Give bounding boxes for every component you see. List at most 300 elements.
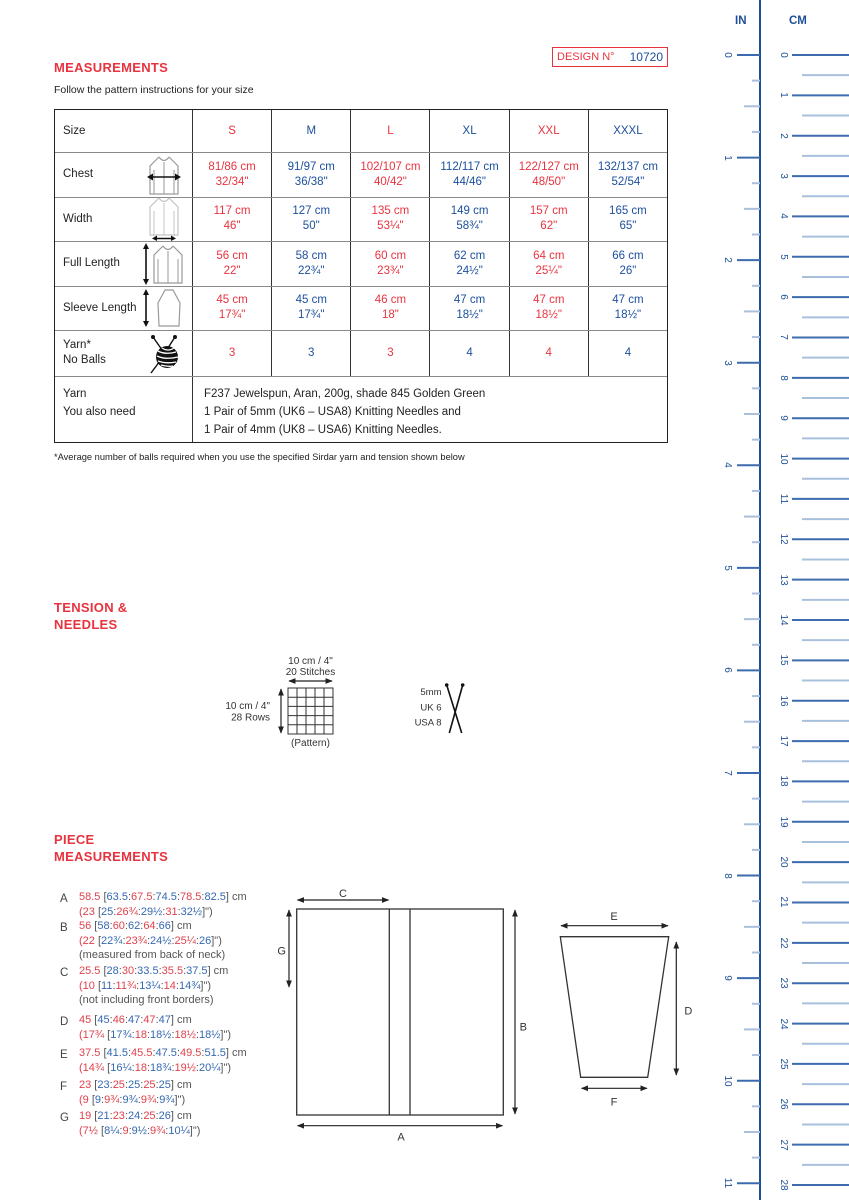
ruler-cm-label: 1 — [778, 92, 789, 99]
value-inches: 65" — [619, 220, 637, 233]
piece-values — [79, 1046, 247, 1075]
bracket-open: [ — [91, 920, 98, 932]
value-cm-s: 23 — [79, 1079, 92, 1091]
yarn-info-text-cell — [192, 377, 667, 443]
value-cm-m: 41.5 — [106, 1047, 128, 1059]
value-in-xxl: 9¾ — [140, 1093, 157, 1106]
ruler-cm-label: 25 — [778, 1058, 789, 1070]
value-inches: 18½" — [614, 309, 642, 322]
value-cm-xxl: 25 — [143, 1079, 156, 1091]
ball-count: 3 — [228, 346, 236, 359]
value-inches: 17¾" — [298, 309, 325, 322]
value-cell-xl — [429, 242, 508, 286]
size-header-xxxl — [588, 110, 667, 152]
value-cell-s — [192, 153, 271, 197]
piece-inch-line — [79, 1093, 192, 1108]
unit-cm: ] cm — [170, 1079, 192, 1091]
value-in-xxxl: 20¼ — [198, 1061, 221, 1074]
value-in-xl: 24½ — [150, 934, 172, 947]
value-cm: 127 cm — [292, 205, 331, 218]
value-inches: 24½" — [456, 264, 483, 277]
value-cm-m: 28 — [106, 965, 119, 977]
bracket-open: [ — [91, 1014, 98, 1026]
size-header-s — [192, 110, 271, 152]
needle-size-uk: UK 6 — [420, 702, 442, 714]
value-cm-xxxl: 82.5 — [204, 891, 226, 903]
separator: : — [175, 979, 179, 992]
paren-open: ( — [79, 905, 83, 918]
separator: : — [140, 1014, 144, 1026]
value-inches: 26" — [619, 264, 637, 277]
value-cm-xxxl: 51.5 — [204, 1047, 226, 1059]
paren-open: ( — [79, 1093, 83, 1106]
value-cm-xxl: 49.5 — [180, 1047, 202, 1059]
ball-count: 4 — [545, 346, 552, 359]
unit-cm: ] cm — [207, 965, 229, 977]
piece-letter: G — [60, 1112, 69, 1124]
bracket-open: [ — [100, 891, 107, 903]
value-cell-xxxl — [588, 153, 667, 197]
ruler-cm-label: 18 — [778, 775, 789, 787]
row-label-cell — [55, 242, 192, 286]
value-cm: 135 cm — [371, 205, 410, 218]
ruler-inch-label: 3 — [722, 359, 733, 366]
value-cm: 81/86 cm — [208, 160, 256, 173]
measurement-row-full-length — [55, 241, 667, 286]
ruler-cm-label: 24 — [778, 1018, 789, 1030]
value-cm-l: 67.5 — [131, 891, 153, 903]
ruler-inch-label: 6 — [722, 667, 733, 674]
separator: : — [127, 1047, 132, 1059]
tension-swatch-grid-icon — [288, 688, 333, 734]
ball-count: 4 — [624, 346, 632, 359]
unit-inches: ]") — [202, 905, 213, 918]
separator: : — [119, 1124, 123, 1137]
value-cm-m: 23 — [97, 1079, 110, 1091]
ruler-cm-heading: CM — [789, 15, 807, 27]
value-in-m: 22¾ — [101, 934, 123, 947]
piece-values — [79, 964, 228, 1008]
value-cm-xl: 25 — [128, 1079, 141, 1091]
unit-inches: ]") — [174, 1093, 186, 1106]
tension-diagram — [200, 640, 500, 760]
separator: : — [146, 1028, 151, 1041]
value-in-xxxl: 14¾ — [178, 979, 201, 992]
value-in-xxxl: 9¾ — [159, 1093, 175, 1106]
separator: : — [171, 1061, 175, 1074]
separator: : — [109, 920, 113, 932]
piece-inch-line — [79, 1124, 200, 1139]
cardigan-length-icon — [143, 242, 185, 286]
value-in-m: 16¼ — [110, 1061, 132, 1074]
piece-values — [79, 1109, 200, 1138]
unit-inches: ]") — [200, 979, 212, 992]
value-in-xxxl: 32½ — [180, 905, 203, 918]
value-cell-xl — [429, 287, 508, 331]
value-cm: 157 cm — [529, 205, 568, 218]
separator: : — [152, 891, 156, 903]
yarn-ball-icon — [143, 331, 185, 375]
design-number-label: DESIGN N° — [557, 51, 615, 63]
piece-letter: A — [60, 893, 68, 905]
row-label: Sleeve Length — [63, 301, 137, 314]
tension-rows-label: 28 Rows — [231, 712, 270, 724]
value-in-xl: 29½ — [140, 905, 163, 918]
value-cm-xxxl: 47 — [158, 1014, 171, 1026]
separator: : — [109, 1014, 113, 1026]
paren-open: ( — [79, 1028, 83, 1041]
value-cm: 46 cm — [374, 294, 407, 307]
separator: : — [119, 1093, 123, 1106]
value-in-xl: 9½ — [131, 1124, 147, 1137]
balls-cell-xl — [429, 331, 508, 376]
value-cm-xl: 24 — [128, 1110, 141, 1122]
value-cm-xl: 62 — [128, 920, 141, 932]
value-cell-xxl — [509, 287, 588, 331]
bracket-open: [ — [91, 1079, 98, 1091]
value-cm-l: 46 — [112, 1014, 125, 1026]
value-cm-xxxl: 25 — [158, 1079, 171, 1091]
separator: : — [109, 1079, 113, 1091]
piece-cm-line — [79, 890, 247, 905]
piece-letter: F — [60, 1081, 68, 1093]
piece-letter: C — [60, 967, 69, 979]
value-cell-s — [192, 287, 271, 331]
body-piece-outline — [297, 909, 504, 1115]
yarn-spec: F237 Jewelspun, Aran, 200g, shade 845 Golden Green — [204, 387, 486, 400]
separator: : — [122, 934, 126, 947]
value-inches: 22¾" — [298, 264, 325, 277]
separator: : — [165, 1124, 169, 1137]
value-cell-xxl — [509, 153, 588, 197]
value-in-l: 18 — [134, 1028, 147, 1041]
separator: : — [131, 1028, 135, 1041]
value-cm-xl: 47 — [128, 1014, 141, 1026]
ruler-inch-label: 10 — [722, 1075, 733, 1087]
row-label-cell — [55, 153, 192, 197]
ruler-inch-label: 7 — [722, 770, 733, 776]
value-cell-m — [271, 242, 350, 286]
needle-size-mm: 5mm — [420, 687, 442, 698]
value-cell-xxl — [509, 242, 588, 286]
ruler-inch-label: 8 — [722, 872, 733, 879]
unit-cm: ] cm — [225, 1047, 247, 1059]
separator: : — [171, 1028, 175, 1041]
piece-heading-line2: MEASUREMENTS — [54, 849, 169, 864]
separator: : — [155, 1110, 159, 1122]
unit-inches: ]") — [220, 1028, 232, 1041]
value-inches: 53¼" — [377, 220, 404, 233]
value-in-s: 23 — [82, 905, 95, 918]
dimension-a-label: A — [397, 1131, 405, 1144]
value-cm-m: 63.5 — [106, 891, 128, 903]
separator: : — [146, 1061, 151, 1074]
value-inches: 48/50" — [532, 175, 566, 188]
ruler-cm-label: 3 — [778, 173, 789, 179]
dimension-g-label: G — [277, 945, 286, 958]
value-in-xxxl: 18½ — [198, 1028, 221, 1041]
separator: : — [201, 891, 205, 903]
separator: : — [195, 1028, 199, 1041]
separator: : — [113, 905, 117, 918]
ruler-cm-label: 6 — [778, 294, 789, 300]
ruler-cm-label: 13 — [778, 574, 789, 586]
row-label: Width — [63, 212, 93, 225]
size-header-m — [271, 110, 350, 152]
ruler-inch-label: 0 — [722, 52, 733, 58]
value-cell-m — [271, 153, 350, 197]
unit-cm: ] cm — [170, 1014, 192, 1026]
value-inches: 44/46" — [453, 175, 486, 188]
value-in-xl: 13¼ — [139, 979, 161, 992]
value-inches: 40/42" — [373, 175, 407, 188]
value-in-s: 9 — [82, 1093, 89, 1106]
value-in-xxl: 25¼ — [174, 934, 196, 947]
value-cm: 91/97 cm — [287, 160, 335, 173]
value-cm-m: 58 — [97, 920, 110, 932]
value-cm-xl: 33.5 — [137, 965, 159, 977]
unit-cm: ] cm — [170, 1110, 192, 1122]
size-header-row — [55, 110, 667, 152]
ruler-cm-label: 15 — [778, 654, 789, 666]
size-name: XXL — [537, 124, 560, 137]
ruler-cm-label: 19 — [778, 816, 789, 828]
value-cm: 66 cm — [612, 249, 644, 262]
value-cell-xxxl — [588, 198, 667, 242]
value-in-xxl: 19½ — [174, 1061, 196, 1074]
tension-pattern-label: (Pattern) — [291, 738, 330, 749]
piece-note — [79, 948, 225, 963]
value-cm-xl: 47.5 — [155, 1047, 177, 1059]
separator: : — [137, 1093, 141, 1106]
ball-count: 4 — [466, 346, 473, 359]
tension-heading-line1: TENSION & — [54, 600, 128, 615]
row-label-cell — [55, 198, 192, 242]
sleeve-piece-outline — [560, 937, 668, 1078]
value-cm: 60 cm — [374, 249, 407, 262]
dimension-c-label: C — [339, 888, 347, 900]
bracket-open: [ — [100, 965, 107, 977]
piece-inch-line — [79, 979, 228, 994]
value-cm: 112/117 cm — [440, 160, 499, 173]
value-cell-l — [350, 287, 429, 331]
measurement-rows — [55, 152, 667, 330]
value-cm-xl: 74.5 — [155, 891, 177, 903]
yarn-info-label-cell — [55, 377, 192, 443]
value-cm: 132/137 cm — [597, 160, 658, 173]
piece-cm-line — [79, 1109, 200, 1124]
value-inches: 25¼" — [535, 264, 562, 277]
value-cm: 45 cm — [295, 294, 327, 307]
needles-5mm: 1 Pair of 5mm (UK6 – USA8) Knitting Needles and — [204, 405, 461, 418]
also-need-label: You also need — [63, 405, 136, 418]
value-cell-m — [271, 198, 350, 242]
piece-letter: D — [60, 1016, 69, 1028]
separator: : — [183, 965, 187, 977]
value-inches: 18" — [381, 309, 399, 322]
ruler-cm-label: 17 — [778, 735, 789, 747]
note-text: (measured from back of neck) — [79, 949, 226, 961]
tension-height-label: 10 cm / 4" — [225, 701, 270, 712]
value-cm-m: 45 — [97, 1014, 110, 1026]
value-cell-l — [350, 198, 429, 242]
piece-inch-line — [79, 1061, 247, 1076]
measurements-heading: MEASUREMENTS — [54, 60, 169, 75]
dimension-e-label: E — [610, 911, 618, 923]
ruler-cm-label: 20 — [778, 856, 789, 868]
value-cell-m — [271, 287, 350, 331]
yarn-info-label: Yarn — [63, 387, 87, 400]
value-cm-m: 21 — [97, 1110, 110, 1122]
value-in-xxxl: 26 — [198, 934, 212, 947]
ruler-cm-label: 2 — [778, 132, 789, 139]
value-cm-s: 45 — [79, 1014, 92, 1026]
unit-inches: ]") — [189, 1124, 201, 1137]
value-cm-xxl: 25 — [143, 1110, 156, 1122]
size-header-xl — [429, 110, 508, 152]
cardigan-chest-icon — [143, 153, 185, 197]
value-in-l: 9¾ — [104, 1093, 120, 1106]
footnote: *Average number of balls required when you use the specified Sirdar yarn and tension shown below — [54, 452, 465, 462]
balls-cell-xxl — [509, 331, 588, 376]
separator: : — [112, 979, 116, 992]
value-in-s: 22 — [82, 934, 95, 947]
piece-cm-line — [79, 919, 225, 934]
value-cm: 62 cm — [453, 249, 486, 262]
value-cm-s: 25.5 — [79, 965, 101, 977]
dimension-f-label: F — [610, 1096, 618, 1109]
value-in-l: 18 — [134, 1061, 147, 1074]
value-cm-xxxl: 37.5 — [186, 965, 208, 977]
value-inches: 62" — [540, 220, 558, 233]
value-in-xxxl: 10¼ — [168, 1124, 190, 1137]
ruler-cm-label: 10 — [778, 453, 789, 465]
value-cm: 102/107 cm — [360, 160, 421, 173]
value-cm-s: 37.5 — [79, 1047, 101, 1059]
unit-cm: ] cm — [170, 920, 192, 932]
value-cm-l: 60 — [112, 920, 125, 932]
value-cell-xl — [429, 153, 508, 197]
size-label-cell — [55, 110, 192, 152]
separator: : — [195, 1061, 199, 1074]
ruler-cm-label: 9 — [778, 415, 789, 421]
value-inches: 18½" — [535, 309, 562, 322]
value-cm-xxl: 47 — [143, 1014, 156, 1026]
value-in-l: 26¾ — [116, 905, 138, 918]
bracket-open: [ — [94, 979, 102, 992]
yarn-label: Yarn* — [63, 339, 91, 352]
separator: : — [124, 1110, 128, 1122]
value-cell-xxl — [509, 198, 588, 242]
sleeve-length-icon — [143, 286, 185, 330]
piece-values — [79, 919, 225, 963]
value-cm-xxxl: 26 — [158, 1110, 171, 1122]
separator: : — [155, 1014, 159, 1026]
separator: : — [158, 965, 162, 977]
value-cm-l: 23 — [112, 1110, 125, 1122]
value-in-m: 9 — [94, 1093, 102, 1106]
value-cm: 122/127 cm — [518, 160, 579, 173]
value-cm-xxxl: 66 — [158, 920, 171, 932]
value-inches: 46" — [223, 220, 241, 233]
ruler-cm-label: 26 — [778, 1098, 789, 1110]
ruler-cm-label: 8 — [778, 375, 789, 381]
bracket-open: [ — [91, 1110, 98, 1122]
value-cm: 47 cm — [612, 294, 644, 307]
unit-cm: ] cm — [225, 891, 247, 903]
value-in-l: 23¾ — [125, 934, 147, 947]
row-label: Chest — [63, 168, 94, 181]
separator: : — [134, 965, 138, 977]
size-header-l — [350, 110, 429, 152]
value-inches: 17¾" — [218, 309, 246, 322]
separator: : — [140, 1110, 144, 1122]
value-in-m: 11 — [101, 979, 113, 992]
unit-inches: ]") — [211, 934, 222, 947]
note-text: (not including front borders) — [79, 994, 214, 1006]
dimension-d-label: D — [684, 1005, 693, 1018]
value-cm: 64 cm — [533, 249, 565, 262]
value-cm: 58 cm — [295, 249, 327, 262]
ruler-inch-heading: IN — [735, 15, 747, 27]
measurement-row-width — [55, 197, 667, 242]
separator: : — [124, 1014, 128, 1026]
value-inches: 32/34" — [215, 175, 249, 188]
value-in-xl: 18¾ — [150, 1061, 172, 1074]
value-in-xxl: 14 — [163, 979, 176, 992]
piece-inch-line — [79, 934, 225, 949]
value-cell-xxxl — [588, 242, 667, 286]
value-in-l: 11¾ — [115, 979, 137, 992]
knitting-needles-icon — [445, 683, 465, 733]
paren-open: ( — [79, 979, 83, 992]
tension-width-label: 10 cm / 4" — [288, 656, 333, 667]
value-cm-xxl: 78.5 — [180, 891, 202, 903]
size-label: Size — [63, 124, 86, 137]
ruler-inch-label: 11 — [722, 1178, 733, 1189]
value-in-xxl: 9¾ — [150, 1124, 166, 1137]
ruler-cm-label: 22 — [778, 937, 789, 949]
value-inches: 22" — [223, 264, 241, 277]
bracket-open: [ — [104, 1061, 111, 1074]
piece-values — [79, 1078, 192, 1107]
paren-open: ( — [79, 1061, 83, 1074]
ruler-inch-label: 2 — [722, 257, 733, 263]
piece-schematic-diagram — [270, 880, 710, 1150]
value-cm-l: 30 — [121, 965, 135, 977]
value-in-s: 10 — [82, 979, 95, 992]
ruler-inch-label: 4 — [722, 462, 733, 469]
balls-cell-m — [271, 331, 350, 376]
value-cell-l — [350, 242, 429, 286]
piece-heading-line1: PIECE — [54, 832, 95, 847]
value-inches: 18½" — [456, 309, 483, 322]
row-label-cell — [55, 287, 192, 331]
separator: : — [195, 934, 199, 947]
piece-values — [79, 890, 247, 919]
value-cell-l — [350, 153, 429, 197]
value-in-xxl: 18½ — [174, 1028, 196, 1041]
paren-open: ( — [79, 1124, 83, 1137]
separator: : — [177, 905, 181, 918]
bracket-open: [ — [97, 1124, 105, 1137]
value-cm: 47 cm — [533, 294, 565, 307]
value-in-m: 17¾ — [110, 1028, 132, 1041]
value-in-xxl: 31 — [165, 905, 178, 918]
ruler-cm-label: 7 — [778, 334, 789, 341]
value-in-s: 17¾ — [82, 1028, 105, 1041]
value-cm: 117 cm — [213, 205, 251, 218]
